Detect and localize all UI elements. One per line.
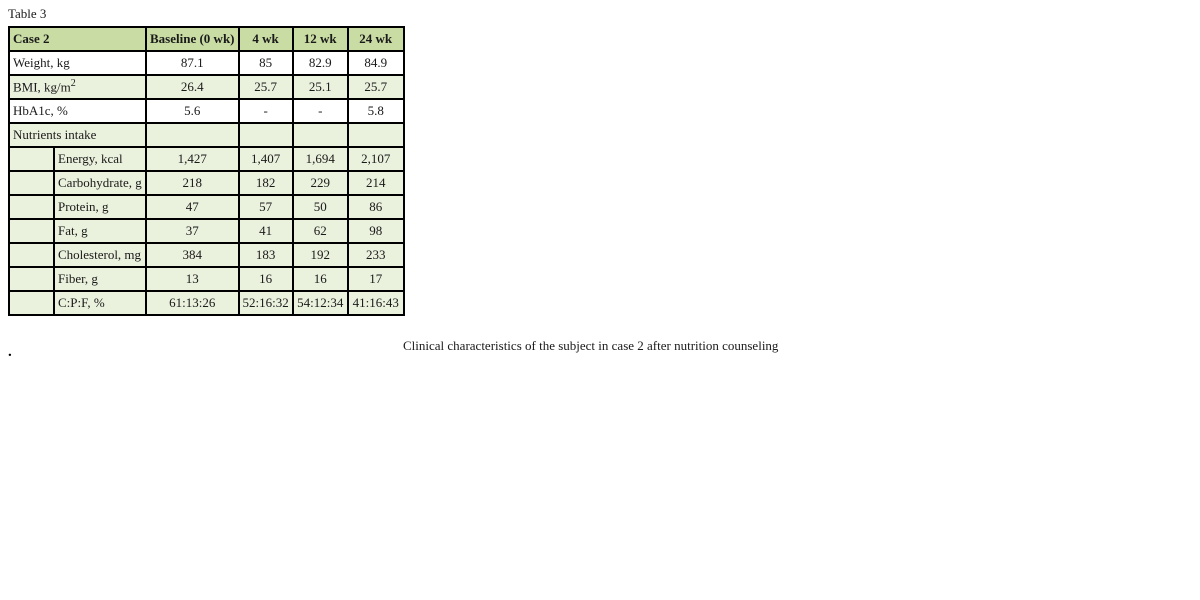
protein-4wk: 57 [239,195,293,219]
protein-indent-cell [9,195,54,219]
weight-label: Weight, kg [9,51,146,75]
protein-row [9,195,404,219]
hba1c-12wk: - [293,99,348,123]
bmi-baseline: 26.4 [146,75,239,99]
energy-12wk: 1,694 [293,147,348,171]
table-caption: Clinical characteristics of the subject in case 2 after nutrition counseling [403,338,779,353]
weight-4wk: 85 [239,51,293,75]
weight-baseline: 87.1 [146,51,239,75]
cpf-24wk: 41:16:43 [348,291,404,315]
carbohydrate-indent-cell [9,171,54,195]
protein-24wk: 86 [348,195,404,219]
nutrients-4wk [239,123,293,147]
energy-label: Energy, kcal [54,147,146,171]
nutrients-intake-row [9,123,404,147]
bmi-label-superscript: 2 [70,78,76,90]
footnote-period: . [8,344,12,360]
cholesterol-baseline: 384 [146,243,239,267]
carbohydrate-12wk: 229 [293,171,348,195]
fat-label: Fat, g [54,219,146,243]
energy-4wk: 1,407 [239,147,293,171]
cholesterol-row [9,243,404,267]
cholesterol-indent-cell [9,243,54,267]
bmi-label-text: BMI, kg/m [13,79,71,95]
cpf-label: C:P:F, % [54,291,146,315]
energy-indent-cell [9,147,54,171]
cpf-baseline: 61:13:26 [146,291,239,315]
nutrients-intake-label: Nutrients intake [9,123,146,147]
fat-row [9,219,404,243]
header-case-cell: Case 2 [9,27,146,51]
carbohydrate-4wk: 182 [239,171,293,195]
energy-24wk: 2,107 [348,147,404,171]
fiber-baseline: 13 [146,267,239,291]
cpf-ratio-row [9,291,404,315]
cholesterol-4wk: 183 [239,243,293,267]
nutrients-12wk [293,123,348,147]
fat-24wk: 98 [348,219,404,243]
table-header-row [9,27,404,51]
cpf-indent-cell [9,291,54,315]
table-number-label: Table 3 [8,6,47,21]
fiber-4wk: 16 [239,267,293,291]
hba1c-label: HbA1c, % [9,99,146,123]
energy-baseline: 1,427 [146,147,239,171]
hba1c-24wk: 5.8 [348,99,404,123]
carbohydrate-24wk: 214 [348,171,404,195]
bmi-label [9,75,146,99]
header-12wk-cell: 12 wk [293,27,348,51]
fiber-row [9,267,404,291]
fiber-24wk: 17 [348,267,404,291]
weight-24wk: 84.9 [348,51,404,75]
bmi-12wk: 25.1 [293,75,348,99]
header-baseline-cell: Baseline (0 wk) [146,27,239,51]
hba1c-row [9,99,404,123]
protein-12wk: 50 [293,195,348,219]
bmi-24wk: 25.7 [348,75,404,99]
header-4wk-cell: 4 wk [239,27,293,51]
clinical-characteristics-table [8,26,405,316]
fat-indent-cell [9,219,54,243]
fiber-indent-cell [9,267,54,291]
bmi-4wk: 25.7 [239,75,293,99]
nutrients-baseline [146,123,239,147]
cholesterol-12wk: 192 [293,243,348,267]
carbohydrate-label: Carbohydrate, g [54,171,146,195]
nutrients-24wk [348,123,404,147]
fiber-label: Fiber, g [54,267,146,291]
cpf-4wk: 52:16:32 [239,291,293,315]
protein-baseline: 47 [146,195,239,219]
protein-label: Protein, g [54,195,146,219]
carbohydrate-row [9,171,404,195]
fat-12wk: 62 [293,219,348,243]
energy-row [9,147,404,171]
header-24wk-cell: 24 wk [348,27,404,51]
hba1c-4wk: - [239,99,293,123]
hba1c-baseline: 5.6 [146,99,239,123]
bmi-row [9,75,404,99]
fiber-12wk: 16 [293,267,348,291]
fat-baseline: 37 [146,219,239,243]
cpf-12wk: 54:12:34 [293,291,348,315]
carbohydrate-baseline: 218 [146,171,239,195]
cholesterol-24wk: 233 [348,243,404,267]
fat-4wk: 41 [239,219,293,243]
cholesterol-label: Cholesterol, mg [54,243,146,267]
weight-row [9,51,404,75]
weight-12wk: 82.9 [293,51,348,75]
